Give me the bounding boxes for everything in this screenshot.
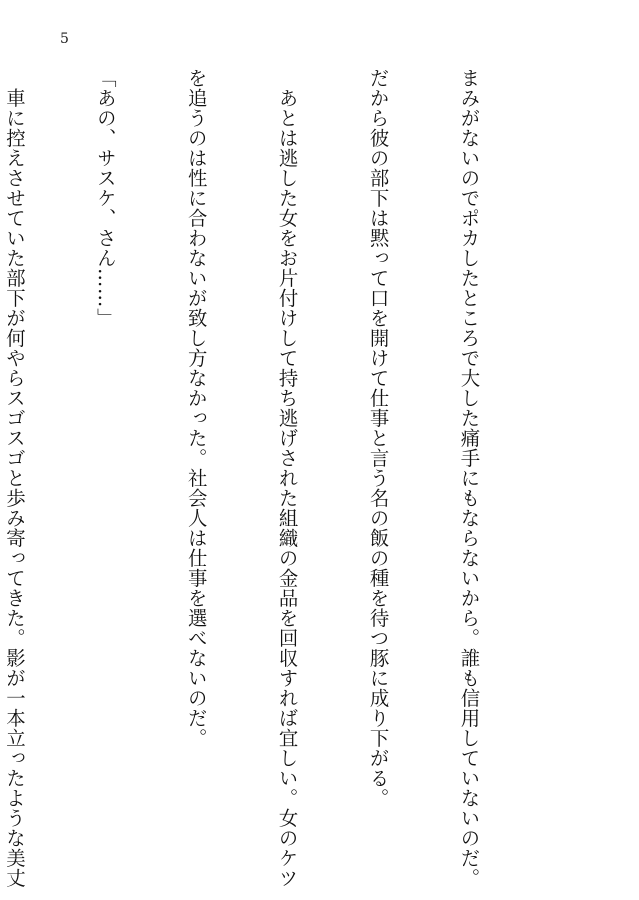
text-line: まみがないのでポカしたところで大した痛手にもならないから。誰も信用していないのだ。 [457, 68, 481, 888]
text-line: 車に控えさせていた部下が何やらスゴスゴと歩み寄ってきた。影が一本立ったような美丈 [2, 68, 26, 888]
page-number: 5 [60, 31, 69, 47]
text-line: を追うのは性に合わないが致し方なかった。社会人は仕事を選べないのだ。 [184, 68, 208, 748]
text-line: だから彼の部下は黙って口を開けて仕事と言う名の飯の種を待つ豚に成り下がる。 [366, 68, 390, 808]
text-line: あとは逃した女をお片付けして持ち逃げされた組織の金品を回収すれば宜しい。女のケツ [275, 68, 299, 888]
text-line: 「あの、サスケ、さん……」 [93, 68, 117, 328]
vertical-text-body [0, 68, 544, 888]
